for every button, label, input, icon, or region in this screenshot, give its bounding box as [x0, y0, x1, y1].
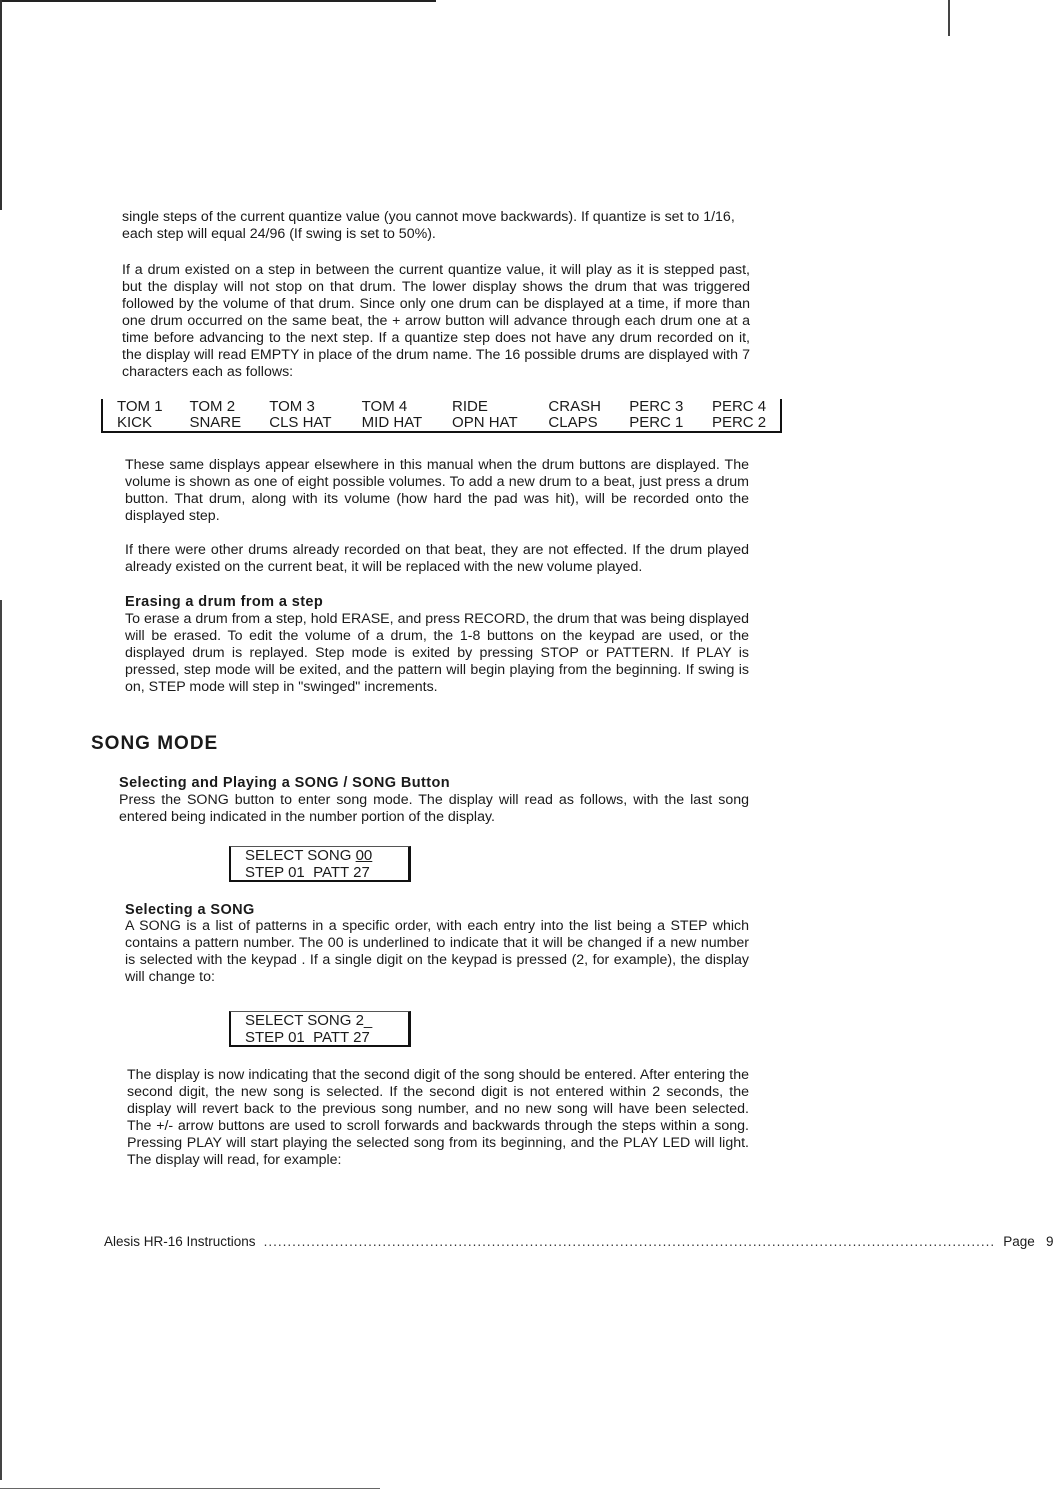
lcd-display-select-song-2 [229, 1011, 411, 1047]
drum-cell: PERC 3 [629, 398, 684, 415]
drum-cell: PERC 4 [711, 398, 767, 415]
lcd-text: SELECT SONG [245, 847, 356, 864]
heading-song-mode: SONG MODE [91, 733, 219, 754]
drum-names-table [101, 399, 782, 433]
paragraph-same-displays: These same displays appear elsewhere in this manual when the drum buttons are displayed. The volume is shown as one of eight possible volumes. To add a new drum to a beat, just press a drum button. That drum, along with its volume (how hard the pad was hit), will be recorded onto the displayed step. [125, 457, 749, 524]
lcd-line-2: STEP 01 PATT 27 [245, 864, 370, 881]
drum-cell: TOM 2 [189, 398, 236, 415]
drum-cell: PERC 2 [711, 414, 767, 431]
paragraph-erase-drum: To erase a drum from a step, hold ERASE, and press RECORD, the drum that was being displayed will be erased. To edit the volume of a drum, the 1-8 buttons on the keypad are used, or the displayed drum is replayed. Step mode is exited by pressing STOP or PATTERN. If PLAY is pressed, step mode will be exited, and the pattern will begin playing from the beginning. If swing is on, STEP mode will step in "swinged" increments. [125, 611, 749, 695]
lcd-display-select-song-00 [229, 846, 411, 882]
footer-leader-dots: .......................................................................................................................................................... [263, 1234, 996, 1249]
drum-cell: TOM 3 [269, 398, 315, 415]
paragraph-second-digit: The display is now indicating that the second digit of the song should be entered. After entering the second digit, the new song is selected. If the second digit is not entered within 2 seconds, the display will revert back to the previous song number, and no new song will have been selected. The +/- arrow buttons are used to scroll forwards and backwards through the steps within a song. Pressing PLAY will start playing the selected song from its beginning, and the PLAY LED will light. The display will read, for example: [127, 1067, 749, 1168]
drum-cell: OPN HAT [452, 414, 518, 431]
footer-title: Alesis HR-16 Instructions [104, 1234, 256, 1249]
drum-cell: RIDE [452, 398, 488, 415]
drum-table-row [102, 399, 781, 415]
paragraph-drum-display: If a drum existed on a step in between the current quantize value, it will play as it is stepped past, but the display will not stop on that drum. The lower display shows the drum that was triggered followed by the volume of that drum. Since only one drum can be displayed at a time, if more than one drum occurred on the same beat, the + arrow button will advance through each drum one at a time before advancing to the next step. If a quantize step does not have any drum recorded on it, the display will read EMPTY in place of the drum name. The 16 possible drums are displayed with 7 characters each as follows: [122, 262, 750, 380]
lcd-line-2: STEP 01 PATT 27 [245, 1029, 370, 1046]
heading-erasing-drum: Erasing a drum from a step [125, 594, 324, 610]
lcd-line-1: SELECT SONG 2_ [245, 1012, 373, 1029]
drum-cell: SNARE [189, 414, 242, 431]
drum-cell: KICK [117, 414, 153, 431]
drum-cell: TOM 1 [117, 398, 163, 415]
paragraph-quantize-steps: single steps of the current quantize value (you cannot move backwards). If quantize is set to 1/16, each step will equal 24/96 (If swing is set to 50%). [122, 209, 735, 242]
drum-cell: CLS HAT [269, 414, 332, 431]
scan-edge-bottom [0, 1488, 380, 1489]
drum-cell: CLAPS [548, 414, 598, 431]
drum-cell: MID HAT [361, 414, 423, 431]
drum-cell: TOM 4 [361, 398, 408, 415]
lcd-song-number: 00 [355, 847, 373, 864]
lcd-line-1 [245, 847, 408, 864]
scan-edge-left-lower [0, 600, 2, 1480]
heading-selecting-song: Selecting a SONG [125, 902, 255, 918]
heading-selecting-playing-song: Selecting and Playing a SONG / SONG Button [119, 775, 451, 791]
drum-cell: CRASH [548, 398, 601, 415]
page-footer [104, 1234, 1053, 1249]
paragraph-other-drums: If there were other drums already recorded on that beat, they are not effected. If the drum played already existed on the current beat, it will be replaced with the new volume played. [125, 542, 749, 575]
scan-edge-top [0, 0, 436, 2]
paragraph-song-button: Press the SONG button to enter song mode. The display will read as follows, with the last song entered being indicated in the number portion of the display. [119, 792, 749, 825]
scan-edge-right [948, 0, 950, 36]
drum-table-row [102, 415, 781, 432]
paragraph-song-list: A SONG is a list of patterns in a specific order, with each entry into the list being a STEP which contains a pattern number. The 00 is underlined to indicate that it will be changed if a new number is selected with the keypad . If a single digit on the keypad is pressed (2, for example), the display will change to: [125, 918, 749, 985]
scan-edge-left [0, 0, 2, 210]
page-number: Page 9 [1003, 1234, 1053, 1249]
drum-cell: PERC 1 [629, 414, 684, 431]
